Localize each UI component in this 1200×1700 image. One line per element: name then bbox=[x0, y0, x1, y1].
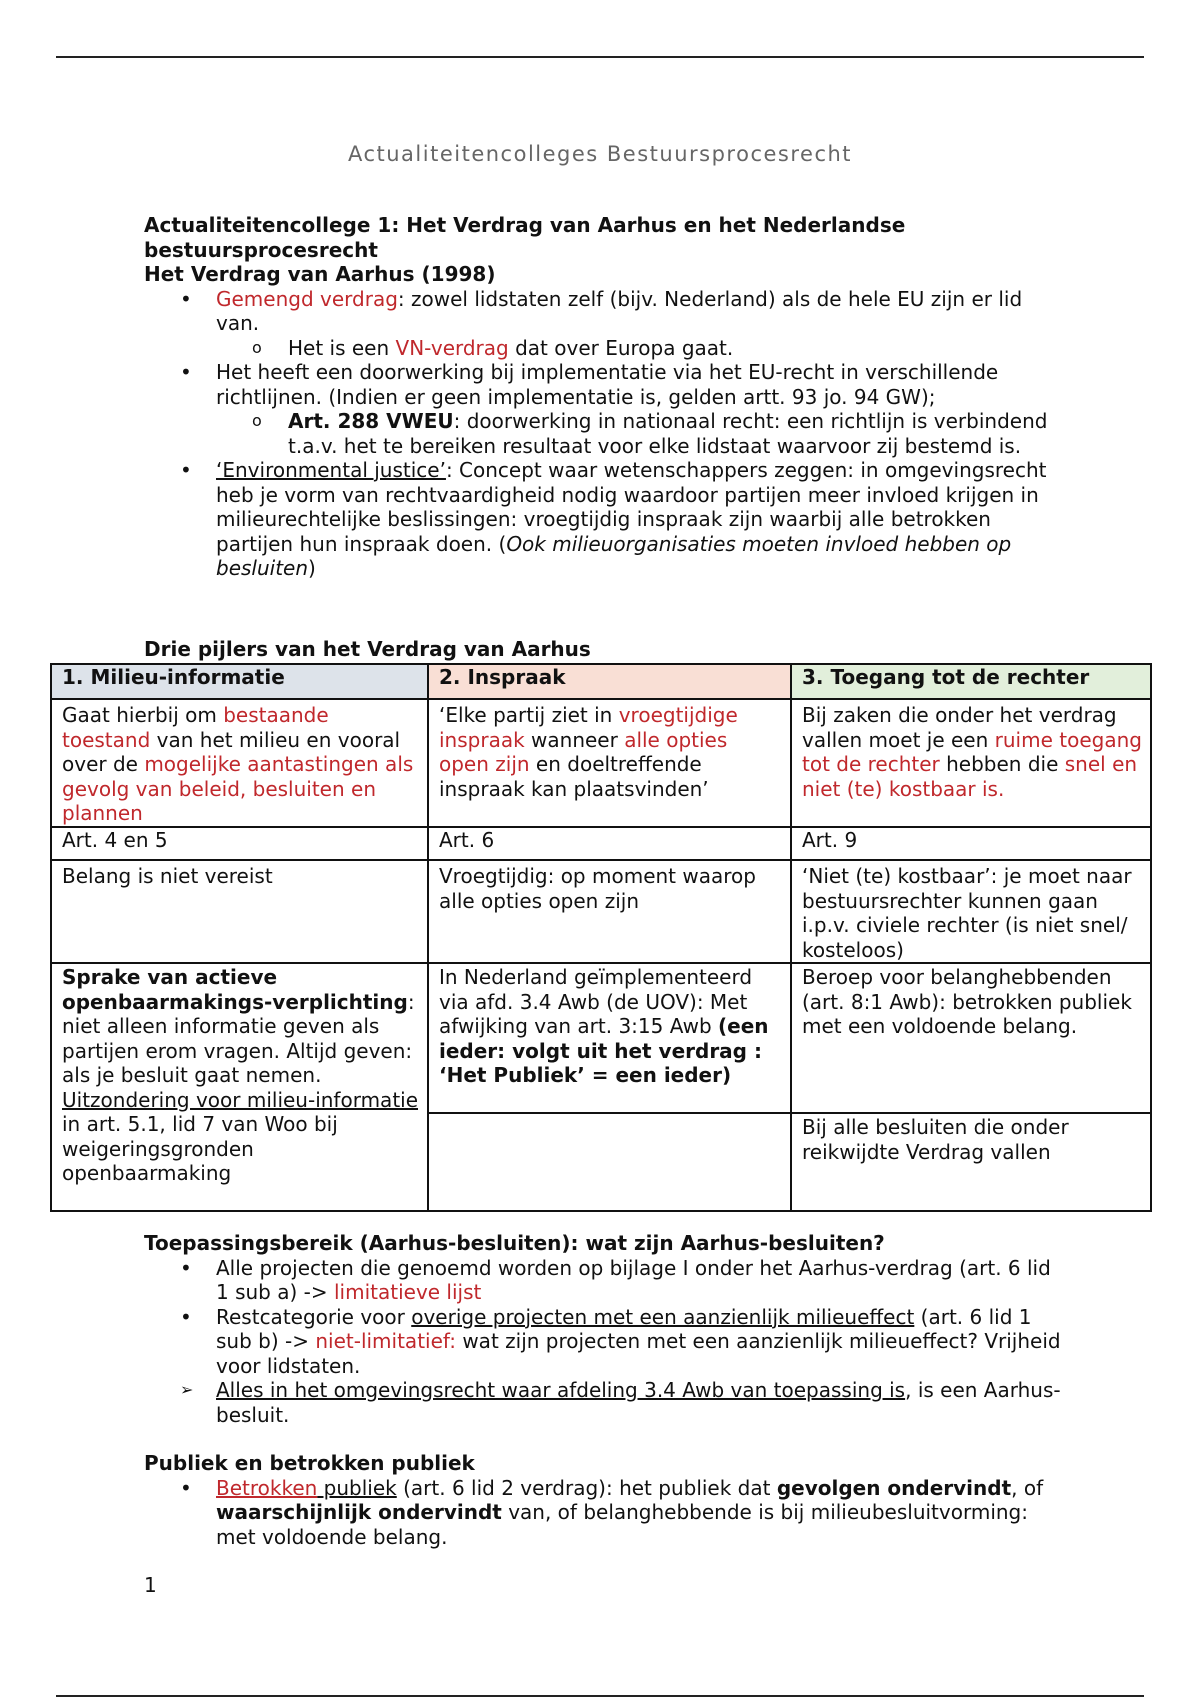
table-cell bbox=[428, 699, 791, 827]
list-item bbox=[144, 1378, 1069, 1427]
table-cell: ‘Niet (te) kostbaar’: je moet naar bestuursrechter kunnen gaan i.p.v. civiele rechter (is niet snel/ kosteloos) bbox=[791, 860, 1151, 963]
list-item bbox=[144, 360, 1069, 409]
bullet-list bbox=[144, 287, 1069, 581]
highlight-text: mogelijke aantastingen als gevolg van beleid, besluiten en plannen bbox=[62, 752, 414, 825]
list-item bbox=[144, 1256, 1069, 1305]
table-cell: Art. 9 bbox=[791, 827, 1151, 860]
section-heading: Actualiteitencollege 1: Het Verdrag van Aarhus en het Nederlandse bestuursprocesrecht bbox=[144, 213, 906, 262]
table-cell: Art. 4 en 5 bbox=[51, 827, 428, 860]
table-cell: Bij alle besluiten die onder reikwijdte Verdrag vallen bbox=[791, 1113, 1151, 1211]
top-rule bbox=[56, 56, 1144, 58]
item-text: : Concept waar wetenschappers zeggen: in omgevingsrecht heb je vorm van rechtvaardigheid nodig waardoor partijen meer invloed krijgen in milieurechtelijke beslissingen: vroegtijdig inspraak zijn waarbij alle betrokken partijen hun inspraak doen. ( bbox=[216, 458, 1047, 556]
table-cell bbox=[51, 699, 428, 827]
highlight-text: VN-verdrag bbox=[395, 335, 509, 360]
item-text: Het is een bbox=[288, 335, 396, 360]
table-cell bbox=[428, 963, 791, 1113]
list-item bbox=[144, 409, 1069, 458]
highlight-text: vroegtijdige inspraak bbox=[439, 703, 738, 752]
bullet-icon: • bbox=[180, 1304, 192, 1329]
section-aarhus bbox=[144, 213, 1069, 581]
section-heading: Toepassingsbereik (Aarhus-besluiten): wat zijn Aarhus-besluiten? bbox=[144, 1231, 885, 1255]
highlight-text: alle opties open zijn bbox=[439, 727, 728, 776]
item-text: Alle projecten die genoemd worden op bijlage I onder het Aarhus-verdrag (art. 6 lid 1 sub a) -> bbox=[216, 1255, 1051, 1304]
list-item bbox=[144, 1305, 1069, 1379]
sub-bullet-icon: o bbox=[252, 411, 262, 430]
bullet-icon: • bbox=[180, 1255, 192, 1280]
italic-text: Ook milieuorganisaties moeten invloed hebben op besluiten bbox=[216, 531, 1012, 580]
page-number: 1 bbox=[144, 1573, 157, 1597]
highlight-text: snel en niet (te) kostbaar is. bbox=[802, 752, 1138, 801]
section-scope bbox=[144, 1231, 1069, 1549]
page-header: Actualiteitencolleges Bestuursprocesrecht bbox=[347, 142, 853, 166]
cell-text: : niet alleen informatie geven als partijen erom vragen. Altijd geven: als je besluit gaat nemen. bbox=[62, 989, 415, 1087]
table-cell: Beroep voor belanghebbenden (art. 8:1 Awb): betrokken publiek met een voldoende belang. bbox=[791, 963, 1151, 1113]
bold-text: Art. 288 VWEU bbox=[288, 409, 454, 433]
list-item bbox=[144, 1476, 1069, 1550]
underlined-text: overige projecten met een aanzienlijk milieueffect bbox=[411, 1304, 915, 1329]
highlight-text: ruime toegang tot de rechter bbox=[802, 727, 1142, 776]
bold-text: (een ieder: volgt uit het verdrag : ‘Het Publiek’ = een ieder) bbox=[439, 1014, 769, 1087]
section-subheading: Het Verdrag van Aarhus (1998) bbox=[144, 262, 496, 286]
list-item bbox=[144, 458, 1069, 581]
table-header-row bbox=[51, 664, 1151, 699]
highlight-text: Betrokken bbox=[216, 1475, 318, 1500]
underlined-text: Alles in het omgevingsrecht waar afdeling 3.4 Awb van toepassing is bbox=[216, 1378, 906, 1402]
bottom-rule bbox=[56, 1695, 1144, 1697]
item-text: (art. 6 lid 2 verdrag): het publiek dat bbox=[396, 1475, 777, 1500]
bullet-icon: • bbox=[180, 360, 192, 384]
item-text: Restcategorie voor bbox=[216, 1304, 412, 1329]
table-row bbox=[51, 860, 1151, 963]
sub-bullet-icon: o bbox=[252, 337, 262, 357]
table-cell: Vroegtijdig: op moment waarop alle opties open zijn bbox=[428, 860, 791, 963]
arrow-bullet-icon: ➢ bbox=[180, 1380, 194, 1399]
item-text: (art. 6 lid 1 sub b) -> bbox=[216, 1304, 1032, 1353]
item-text: : doorwerking in nationaal recht: een richtlijn is verbindend t.a.v. het te bereiken resultaat voor elke lidstaat waarvoor zij bestemd is. bbox=[288, 409, 1048, 458]
underlined-text: publiek bbox=[317, 1475, 397, 1500]
bullet-list bbox=[144, 1476, 1069, 1550]
table-cell bbox=[791, 699, 1151, 827]
table-cell bbox=[51, 963, 428, 1211]
bold-text: Sprake van actieve openbaarmakings-verplichting bbox=[62, 965, 408, 1014]
bullet-icon: • bbox=[180, 286, 192, 311]
column-header: 1. Milieu-informatie bbox=[51, 664, 428, 699]
cell-text: in art. 5.1, lid 7 van Woo bij weigeringsgronden openbaarmaking bbox=[62, 1112, 338, 1185]
underlined-text: ‘Environmental justice’ bbox=[216, 458, 446, 482]
highlight-text: niet-limitatief: bbox=[315, 1329, 456, 1353]
cell-text: Bij zaken die onder het verdrag vallen moet je een bbox=[802, 703, 1117, 752]
highlight-text: Gemengd verdrag bbox=[216, 286, 398, 311]
table-row bbox=[51, 963, 1151, 1113]
bullet-list bbox=[144, 1256, 1069, 1428]
item-text: : zowel lidstaten zelf (bijv. Nederland) als de hele EU zijn er lid van. bbox=[216, 286, 1023, 335]
item-text: wat zijn projecten met een aanzienlijk milieueffect? Vrijheid voor lidstaten. bbox=[216, 1329, 1061, 1378]
bold-text: gevolgen ondervindt bbox=[776, 1475, 1012, 1500]
pillars-table bbox=[50, 663, 1152, 1212]
table-cell bbox=[428, 1113, 791, 1211]
column-header: 2. Inspraak bbox=[428, 664, 791, 699]
cell-text: hebben die bbox=[939, 752, 1065, 776]
item-text: dat over Europa gaat. bbox=[508, 335, 734, 360]
cell-text: van het milieu en vooral over de bbox=[62, 727, 401, 776]
item-text: , is een Aarhus-besluit. bbox=[216, 1378, 1061, 1427]
table-row bbox=[51, 827, 1151, 860]
highlight-text: limitatieve lijst bbox=[333, 1280, 482, 1304]
cell-text: en doeltreffende inspraak kan plaatsvinden’ bbox=[439, 752, 709, 801]
table-row bbox=[51, 699, 1151, 827]
table-cell: Art. 6 bbox=[428, 827, 791, 860]
spacer bbox=[144, 1427, 1069, 1451]
item-text: Het heeft een doorwerking bij implementatie via het EU-recht in verschillende richtlijnen. (Indien er geen implementatie is, gelden artt. 93 jo. 94 GW); bbox=[216, 360, 999, 409]
bold-text: waarschijnlijk ondervindt bbox=[216, 1500, 502, 1524]
item-text: van, of belanghebbende is bij milieubesluitvorming: met voldoende belang. bbox=[216, 1500, 1028, 1549]
highlight-text: bestaande toestand bbox=[62, 703, 329, 752]
pillars-title: Drie pijlers van het Verdrag van Aarhus bbox=[144, 637, 591, 661]
list-item bbox=[144, 336, 1069, 361]
column-header: 3. Toegang tot de rechter bbox=[791, 664, 1151, 699]
cell-text: In Nederland geïmplementeerd via afd. 3.4 Awb (de UOV): Met afwijking van art. 3:15 Awb bbox=[439, 965, 753, 1038]
item-text: ) bbox=[308, 556, 316, 580]
section-heading: Publiek en betrokken publiek bbox=[144, 1451, 475, 1475]
underlined-text: Uitzondering voor milieu-informatie bbox=[62, 1087, 419, 1112]
table-cell: Belang is niet vereist bbox=[51, 860, 428, 963]
bullet-icon: • bbox=[180, 458, 192, 482]
bullet-icon: • bbox=[180, 1475, 192, 1500]
cell-text: ‘Elke partij ziet in bbox=[439, 703, 619, 727]
item-text: , of bbox=[1011, 1475, 1044, 1500]
cell-text: wanneer bbox=[524, 727, 625, 752]
cell-text: Gaat hierbij om bbox=[62, 703, 224, 727]
list-item bbox=[144, 287, 1069, 336]
